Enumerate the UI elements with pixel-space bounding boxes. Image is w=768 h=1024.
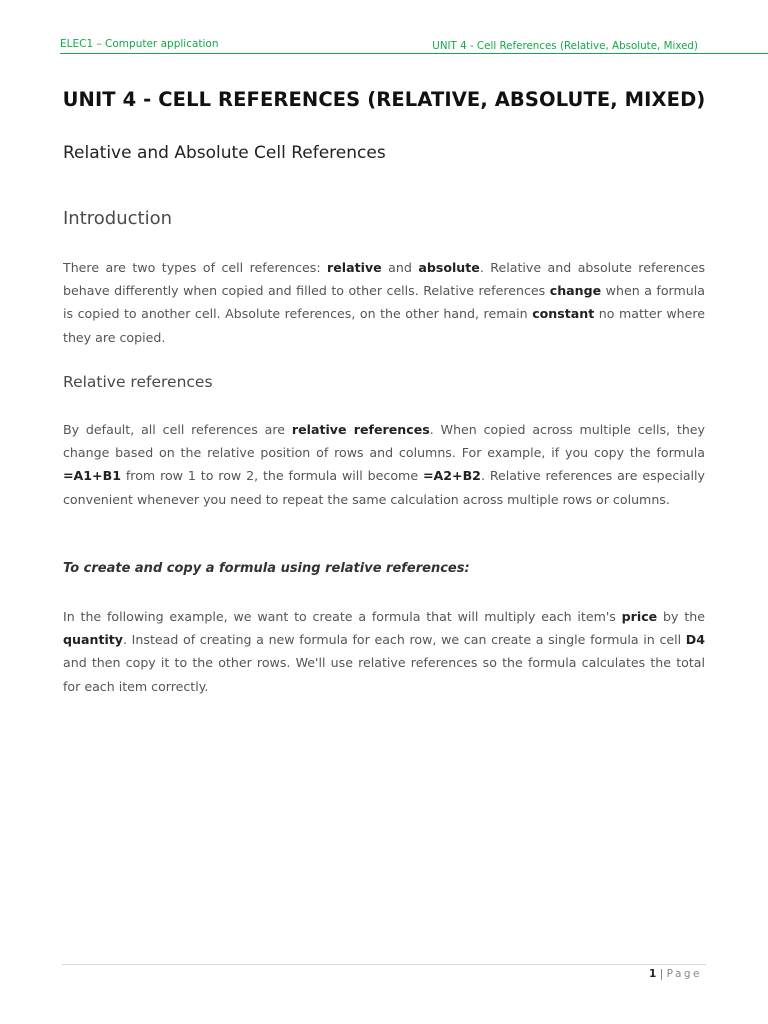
page-title: UNIT 4 - CELL REFERENCES (RELATIVE, ABSOLUTE, MIXED) (62, 88, 706, 111)
footer-divider (62, 964, 706, 965)
introduction-heading: Introduction (63, 208, 173, 229)
footer-separator: | (656, 968, 667, 980)
bold-term: change (549, 283, 602, 299)
cell-reference: D4 (685, 632, 705, 648)
page-number: 1 (649, 968, 657, 980)
bold-term: relative references (291, 422, 430, 437)
relative-references-heading: Relative references (63, 373, 213, 391)
bold-term: relative (327, 260, 382, 275)
page-label: Page (666, 968, 702, 980)
example-paragraph: In the following example, we want to create a formula that will multiply each item's price by the quantity. Instead of creating a new formula for each row, we can create a single formula in cell D4 and then copy it to the other rows. We'll use relative references so the formula calculates the total for each item correctly. (63, 609, 705, 694)
formula-example: =A2+B2 (422, 468, 481, 484)
header-divider (60, 53, 768, 54)
task-heading: To create and copy a formula using relative references: (63, 561, 470, 576)
bold-term: quantity (63, 632, 124, 648)
page-header (60, 38, 768, 54)
relative-references-paragraph: By default, all cell references are relative references. When copied across multiple cells, they change based on the relative position of rows and columns. For example, if you copy the formula =A1+B1 from row 1 to row 2, the formula will become =A2+B2. Relative references are especially convenient whenever you need to repeat the same calculation across multiple rows or columns. (63, 422, 706, 507)
bold-term: price (621, 609, 658, 624)
section-title: Relative and Absolute Cell References (63, 143, 386, 163)
header-unit-title: UNIT 4 - Cell References (Relative, Absolute, Mixed) (432, 40, 698, 52)
formula-example: =A1+B1 (63, 468, 121, 484)
page-footer (649, 968, 702, 980)
bold-term: absolute (418, 260, 480, 275)
bold-term: constant (532, 306, 595, 322)
header-course-name: ELEC1 – Computer application (60, 38, 219, 50)
introduction-paragraph: There are two types of cell references: relative and absolute. Relative and absolute references behave differently when copied and filled to other cells. Relative references change when a formula is copied to another cell. Absolute references, on the other hand, remain constant no matter where they are copied. (63, 260, 706, 345)
